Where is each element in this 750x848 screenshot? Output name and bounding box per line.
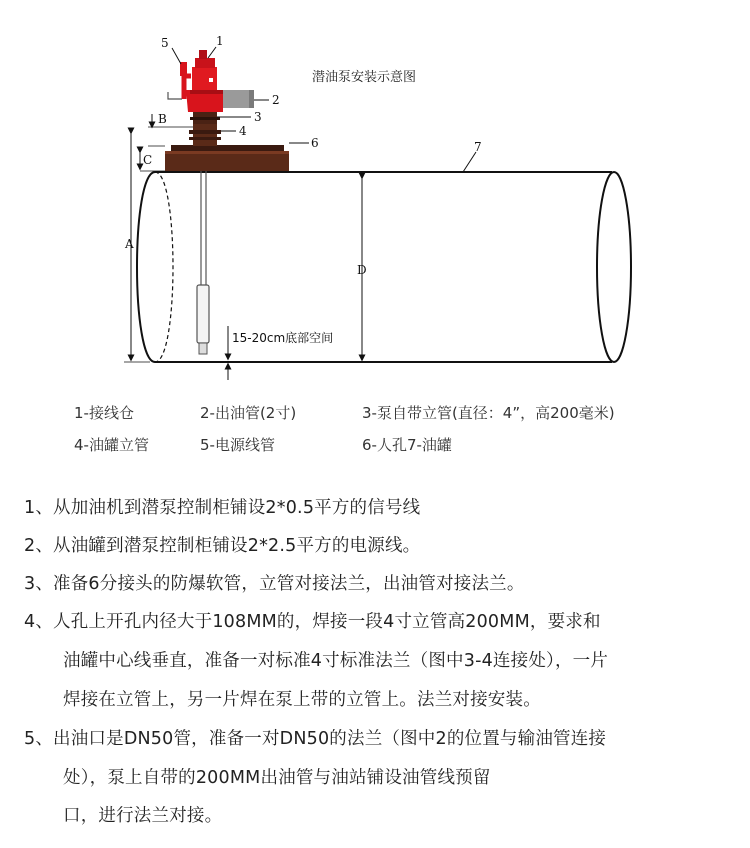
step-3: 3、准备6分接头的防爆软管，立管对接法兰，出油管对接法兰。	[24, 574, 525, 594]
callout-5: 5	[161, 36, 169, 50]
legend-item-2: 2-出油管(2寸)	[200, 404, 297, 422]
legend-item-3: 3-泵自带立管(直径：4”，高200毫米)	[362, 404, 615, 422]
legend-item-4: 4-油罐立管	[74, 436, 149, 454]
callout-4: 4	[239, 124, 247, 138]
diagram-title: 潜油泵安装示意图	[312, 70, 417, 85]
dim-label-a: A	[125, 237, 134, 251]
bottom-space-label: 15-20cm底部空间	[232, 331, 334, 345]
dim-label-d: D	[357, 263, 367, 277]
step-5-line-3: 口，进行法兰对接。	[63, 806, 223, 826]
callout-1: 1	[216, 34, 224, 48]
dim-label-c: C	[143, 153, 153, 167]
callout-2: 2	[272, 93, 280, 107]
step-4: 4、人孔上开孔内径大于108MM的，焊接一段4寸立管高200MM，要求和	[24, 612, 601, 632]
step-4-line-3: 焊接在立管上，另一片焊在泵上带的立管上。法兰对接安装。	[63, 690, 541, 710]
tank-riser	[189, 123, 221, 146]
pump-riser	[190, 112, 220, 124]
manhole-flange	[165, 145, 289, 171]
legend-item-5: 5-电源线管	[200, 436, 275, 454]
pump-head	[168, 50, 254, 112]
step-5-line-2: 处），泵上自带的200MM出油管与油站铺设油管线预留	[63, 768, 491, 788]
dim-label-b: B	[158, 112, 167, 126]
step-1: 1、从加油机到潜泵控制柜铺设2*0.5平方的信号线	[24, 498, 421, 518]
legend-item-1: 1-接线仓	[74, 404, 134, 422]
step-5: 5、出油口是DN50管，准备一对DN50的法兰（图中2的位置与输油管连接	[24, 729, 607, 749]
legend-item-6-7: 6-人孔7-油罐	[362, 436, 452, 454]
pump-installation-diagram	[0, 0, 750, 400]
oil-tank	[137, 172, 631, 362]
submersible-pump	[197, 171, 209, 354]
step-4-line-2: 油罐中心线垂直，准备一对标准4寸标准法兰（图中3-4连接处），一片	[63, 651, 609, 671]
callout-7: 7	[474, 140, 482, 154]
callout-3: 3	[254, 110, 262, 124]
step-2: 2、从油罐到潜泵控制柜铺设2*2.5平方的电源线。	[24, 536, 421, 556]
callout-6: 6	[311, 136, 319, 150]
